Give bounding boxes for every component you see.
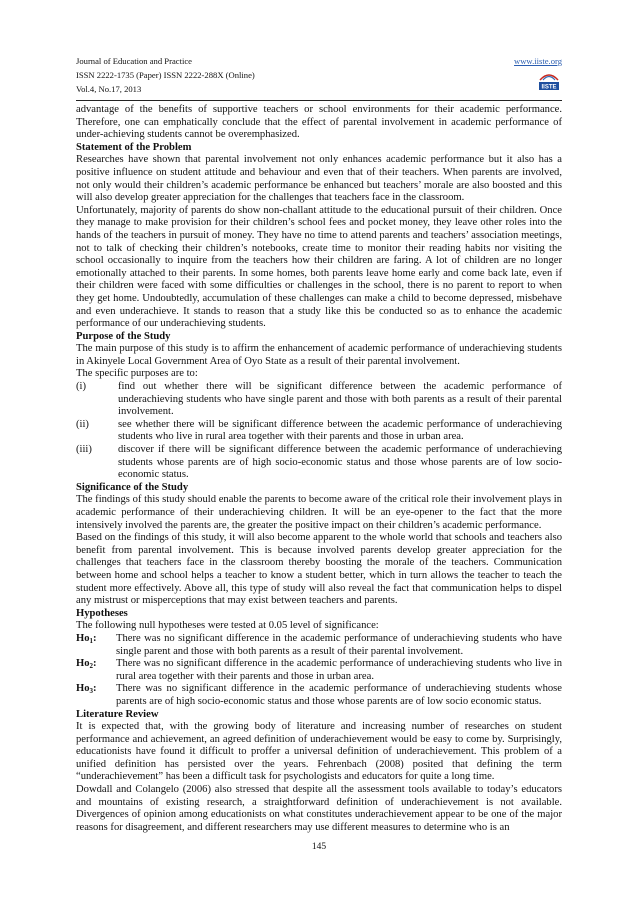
- list-item-label: (ii): [76, 418, 89, 430]
- iiste-logo-icon: [537, 70, 561, 94]
- hypothesis-label: $Ho_3$:: [76, 683, 97, 696]
- list-item-text: find out whether there will be significant difference between the academic performance of underachieving students who have single parent and those with both parents as a result of their parental involvement.: [118, 381, 562, 418]
- heading-significance: Significance of the Study: [76, 481, 189, 493]
- hypothesis-item: [76, 683, 562, 708]
- list-item-text: discover if there will be significant difference between the academic performance of underachieving students whose parents are of high socio-economic status and those whose parents are of low socio-economic status.: [118, 444, 562, 481]
- hypothesis-text: There was no significant difference in the academic performance of underachieving students whose parents are of high socio-economic status and those whose parents are of low socio economic status.: [116, 683, 562, 707]
- issn-line: ISSN 2222-1735 (Paper) ISSN 2222-288X (Online): [76, 70, 255, 80]
- significance-paragraph-2: Based on the findings of this study, it will also become apparent to the whole world that schools and teachers also benefit from parental involvement. This is because involved parents develop greater appreciation for the challenges that teachers face in the classroom thereby boosting the morale of the teachers. Communication between home and school helps a teacher to know a student better, which in turn allows the teacher to teach the student more effectively. Above all, this type of study will also reveal the fact that communication helps to dispel any mistrust or misperceptions that may exist between teachers and parents.: [76, 532, 562, 607]
- heading-purpose: Purpose of the Study: [76, 330, 171, 342]
- heading-hypotheses: Hypotheses: [76, 607, 128, 619]
- hypothesis-text: There was no significant difference in the academic performance of underachieving students who have single parent and those with both parents as a result of their parental involvement.: [116, 632, 562, 657]
- problem-paragraph-2: Unfortunately, majority of parents do show non-challant attitude to the educational pursuit of their children. Once they manage to make provision for their children’s school fees and pocket money, they leave other roles into the hands of the teachers in pursuit of money. They have no time to attend parents and teachers’ association meetings, not to talk of checking their children’s notebooks, create time to monitor their reading habits nor visiting the school occasionally to inquire from the teachers how their children are faring. A lot of children are no longer emotionally attached to their parents. In some homes, both parents leave home early and come back late, even if their children were faced with some difficulties or challenges in the school, there is no parent to report to when they get home. Undoubtedly, accumulation of these challenges can make a child to become depressed, misbehave and even underachieve. It stands to reason that a study like this be conducted so as to enhance the academic performance of our underachieving students.: [76, 204, 562, 330]
- list-item-label: (iii): [76, 444, 92, 456]
- problem-paragraph-1: Researches have shown that parental involvement not only enhances academic performance but it also has a positive influence on student attitude and behaviour and even that of their teachers. When parents are involved, not only would their children’s academic performance be enhanced but teachers’ morale are also boosted and this will also develop greater appreciation for the challenges that teachers face in the classroom.: [76, 154, 562, 204]
- hypothesis-label: $Ho_2$:: [76, 658, 97, 671]
- journal-title: Journal of Education and Practice: [76, 56, 192, 66]
- page-number: 145: [311, 842, 327, 852]
- list-item-label: (i): [76, 381, 86, 393]
- list-item-text: see whether there will be significant difference between the academic performance of underachieving students who live in rural area together with their parents and those in urban area.: [118, 418, 562, 443]
- hypothesis-item: [76, 633, 562, 658]
- list-item: [76, 381, 562, 419]
- list-item: [76, 419, 562, 444]
- volume-line: Vol.4, No.17, 2013: [76, 84, 142, 94]
- literature-paragraph-2: Dowdall and Colangelo (2006) also stressed that despite all the assessment tools available to today’s educators and mountains of existing research, a straightforward definition of underachievement is not available. Divergences of opinion among educationists on what constitutes underachievement appear to be one of the major reasons for disagreement, and different researchers may use different measures to determine who is an: [76, 784, 562, 833]
- hypotheses-intro: The following null hypotheses were tested at 0.05 level of significance:: [76, 620, 379, 632]
- purpose-paragraph-1: The main purpose of this study is to affirm the enhancement of academic performance of underachieving students in Akinyele Local Government Area of Oyo State as a result of their parental involvement.: [76, 343, 562, 367]
- article-body: [76, 104, 562, 834]
- intro-paragraph: advantage of the benefits of supportive teachers or school environments for their academic performance. Therefore, one can emphatically conclude that the effect of parental involvement in academic performance of under-achieving students cannot be overemphasized.: [76, 104, 562, 141]
- purpose-paragraph-2: The specific purposes are to:: [76, 368, 198, 380]
- list-item: [76, 444, 562, 482]
- hypothesis-item: [76, 658, 562, 683]
- heading-literature-review: Literature Review: [76, 708, 159, 720]
- heading-statement-of-problem: Statement of the Problem: [76, 141, 192, 153]
- significance-paragraph-1: The findings of this study should enable the parents to become aware of the critical role their involvement plays in academic performance of their underachieving children. It will be an eye-opener to the fact that the more intensively involved the parents are, the greater the positive impact on their children’s academic performance.: [76, 494, 562, 531]
- hypothesis-label: $Ho_1$:: [76, 632, 97, 645]
- header-divider: [76, 100, 562, 101]
- literature-paragraph-1: It is expected that, with the growing body of literature and increasing number of researches on student performance and achievement, an agreed definition of underachievement would be easy to come by. Surprisingly, educationists have found it difficult to proffer a universal definition of underachievement. This problem of a unified definition has persisted over the years. Fehrenbach (2008) posited that defining the term “underachievement” has been a difficult task for psychologists and educators for quite a long time.: [76, 721, 562, 783]
- journal-url-link[interactable]: www.iiste.org: [514, 56, 562, 66]
- logo-text: IISTE: [541, 84, 557, 91]
- page-header: [76, 54, 562, 96]
- hypothesis-text: There was no significant difference in the academic performance of underachieving students who live in rural area together with their parents and those in urban area.: [116, 658, 562, 682]
